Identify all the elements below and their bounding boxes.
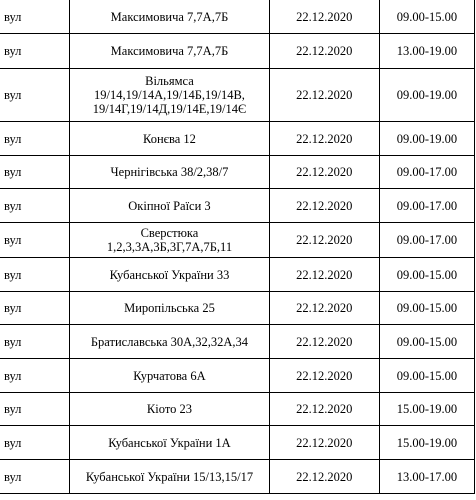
table-row [0, 325, 475, 359]
table-row [0, 359, 475, 393]
table-row [0, 223, 475, 258]
date-cell: 22.12.2020 [269, 122, 379, 156]
address-cell: Курчатова 6А [70, 359, 269, 393]
date-cell: 22.12.2020 [269, 223, 379, 258]
time-cell: 09.00-19.00 [379, 69, 474, 122]
address-cell: Окіпної Раїси 3 [70, 189, 269, 223]
address-cell: Максимовича 7,7А,7Б [70, 0, 269, 34]
street-type-cell: вул [0, 156, 70, 189]
time-cell: 13.00-17.00 [379, 460, 474, 494]
time-cell: 15.00-19.00 [379, 426, 474, 460]
street-type-cell: вул [0, 223, 70, 258]
address-cell: Кубанської України 33 [70, 258, 269, 292]
table-row [0, 460, 475, 494]
address-cell: Конєва 12 [70, 122, 269, 156]
time-cell: 09.00-15.00 [379, 0, 474, 34]
time-cell: 09.00-17.00 [379, 189, 474, 223]
address-cell: Братиславська 30А,32,32А,34 [70, 325, 269, 359]
date-cell: 22.12.2020 [269, 189, 379, 223]
table-row [0, 34, 475, 69]
time-cell: 09.00-19.00 [379, 122, 474, 156]
street-type-cell: вул [0, 393, 70, 426]
address-cell: Максимовича 7,7А,7Б [70, 34, 269, 69]
date-cell: 22.12.2020 [269, 34, 379, 69]
table-row [0, 393, 475, 426]
time-cell: 15.00-19.00 [379, 393, 474, 426]
street-type-cell: вул [0, 325, 70, 359]
address-cell: Сверстюка 1,2,3,3А,3Б,3Г,7А,7Б,11 [70, 223, 269, 258]
time-cell: 13.00-19.00 [379, 34, 474, 69]
address-cell: Кубанської України 1А [70, 426, 269, 460]
address-cell: Чернігівська 38/2,38/7 [70, 156, 269, 189]
time-cell: 09.00-15.00 [379, 258, 474, 292]
date-cell: 22.12.2020 [269, 258, 379, 292]
time-cell: 09.00-17.00 [379, 223, 474, 258]
table-row [0, 258, 475, 292]
date-cell: 22.12.2020 [269, 325, 379, 359]
street-type-cell: вул [0, 122, 70, 156]
street-type-cell: вул [0, 189, 70, 223]
address-cell: Кубанської України 15/13,15/17 [70, 460, 269, 494]
table-row [0, 0, 475, 34]
table-row [0, 189, 475, 223]
street-type-cell: вул [0, 69, 70, 122]
date-cell: 22.12.2020 [269, 292, 379, 325]
date-cell: 22.12.2020 [269, 426, 379, 460]
street-type-cell: вул [0, 426, 70, 460]
date-cell: 22.12.2020 [269, 359, 379, 393]
street-type-cell: вул [0, 460, 70, 494]
street-type-cell: вул [0, 292, 70, 325]
date-cell: 22.12.2020 [269, 156, 379, 189]
time-cell: 09.00-17.00 [379, 156, 474, 189]
street-type-cell: вул [0, 359, 70, 393]
table-row [0, 122, 475, 156]
table-row [0, 426, 475, 460]
address-cell: Миропільська 25 [70, 292, 269, 325]
time-cell: 09.00-15.00 [379, 325, 474, 359]
date-cell: 22.12.2020 [269, 69, 379, 122]
address-cell: Кіото 23 [70, 393, 269, 426]
table-row [0, 156, 475, 189]
street-type-cell: вул [0, 0, 70, 34]
street-type-cell: вул [0, 34, 70, 69]
street-type-cell: вул [0, 258, 70, 292]
date-cell: 22.12.2020 [269, 460, 379, 494]
address-cell: Вільямса 19/14,19/14А,19/14Б,19/14В, 19/14Г,19/14Д,19/14Е,19/14Є [70, 69, 269, 122]
date-cell: 22.12.2020 [269, 393, 379, 426]
table-row [0, 69, 475, 122]
table-row [0, 292, 475, 325]
time-cell: 09.00-15.00 [379, 359, 474, 393]
date-cell: 22.12.2020 [269, 0, 379, 34]
time-cell: 09.00-15.00 [379, 292, 474, 325]
